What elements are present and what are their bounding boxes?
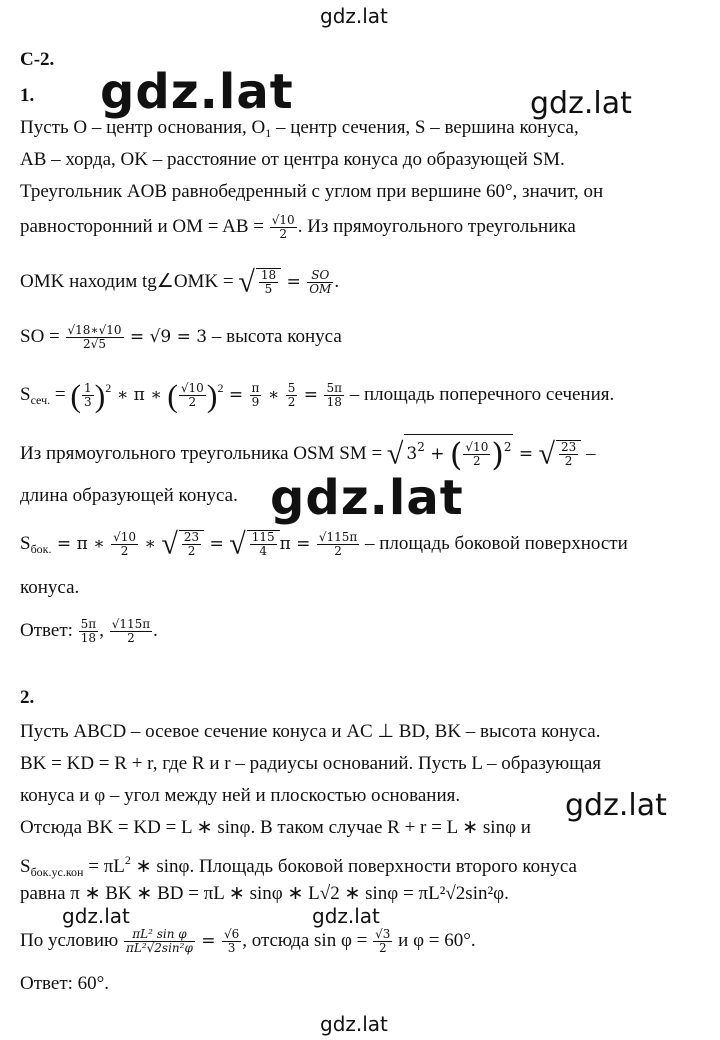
watermark-large: gdz.lat: [100, 64, 294, 120]
watermark-top: gdz.lat: [320, 4, 388, 28]
task-1-line-8: Из прямоугольного треугольника OSM SM = √ $3^2$ + ( $\frac{√10}{2}$ )$^2$ = √ $\frac{23}{2}$ –: [20, 435, 596, 474]
task-2-line-1: Пусть ABCD – осевое сечение конуса и AC ⊥ BD, BK – высота конуса.: [20, 721, 601, 742]
task-1-line-4: равносторонний и OM = AB = $\frac{√10}{2}$ . Из прямоугольного треугольника: [20, 213, 576, 241]
task-1-line-6: SO = $\frac{√18∗√10}{2√5}$ = √9 = 3 – высота конуса: [20, 323, 342, 351]
task-1-line-1: Пусть O – центр основания, $O_1$ – центр сечения, S – вершина конуса,: [20, 117, 579, 140]
task-2-line-6: равна π ∗ BK ∗ BD = πL ∗ sinφ ∗ L√2 ∗ sinφ = πL²√2sin²φ.: [20, 883, 509, 904]
task-1-number: 1.: [20, 85, 35, 106]
task-1-answer: Ответ: $\frac{5\pi}{18}$ , $\frac{√115\pi}{2}$ .: [20, 617, 158, 645]
task-1-line-3: Треугольник AOB равнобедренный с углом при вершине 60°, значит, он: [20, 181, 604, 202]
task-1-line-11: конуса.: [20, 577, 80, 598]
watermark-right-2: gdz.lat: [565, 788, 667, 823]
task-2-line-5: $S_{бок.ус.кон} = \pi L^2$ ∗ sinφ. Площадь боковой поверхности второго конуса: [20, 853, 577, 879]
task-2-line-3: конуса и φ – угол между ней и плоскостью основания.: [20, 785, 461, 806]
task-1-line-5: OMK находим tg∠OMK = √ $\frac{18}{5}$ = $\frac{SO}{OM}$ .: [20, 265, 340, 299]
task-1-line-2: AB – хорда, OK – расстояние от центра конуса до образующей SM.: [20, 149, 565, 170]
task-1-line-10: $S_{бок.} = \pi$ ∗ $\frac{√10}{2}$ ∗ √ $\frac{23}{2}$ = √ $\frac{115}{4}$ π = $\frac{√115\pi}{2}$ – площадь боковой поверхности: [20, 527, 628, 561]
watermark-center: gdz.lat: [270, 470, 464, 526]
task-1-line-7: $S_{сеч.}$ = ( $\frac{1}{3}$ )$^2$ ∗ π ∗ ( $\frac{√10}{2}$ )$^2$ = $\frac{\pi}{9}$ ∗ $\frac{5}{2}$ = $\frac{5\pi}{18}$ – площадь поперечного сечения.: [20, 377, 615, 414]
watermark-small-left: gdz.lat: [62, 904, 130, 928]
watermark-bottom: gdz.lat: [320, 1012, 388, 1036]
task-2-answer: Ответ: 60°.: [20, 973, 109, 994]
task-2-line-7: По условию $\frac{\text{πL² sin φ}}{\text{πL²√2sin²φ}}$ = $\frac{√6}{3}$ , отсюда sin φ = $\frac{√3}{2}$ и φ = 60°.: [20, 927, 476, 955]
watermark-right-1: gdz.lat: [530, 86, 632, 121]
task-2-line-2: BK = KD = R + r, где R и r – радиусы оснований. Пусть L – образующая: [20, 753, 602, 774]
task-2-line-4: Отсюда BK = KD = L ∗ sinφ. В таком случае R + r = L ∗ sinφ и: [20, 817, 531, 838]
watermark-small-mid: gdz.lat: [312, 904, 380, 928]
task-1-line-9: длина образующей конуса.: [20, 485, 238, 506]
section-title: С-2.: [20, 49, 55, 70]
task-2-number: 2.: [20, 687, 35, 708]
